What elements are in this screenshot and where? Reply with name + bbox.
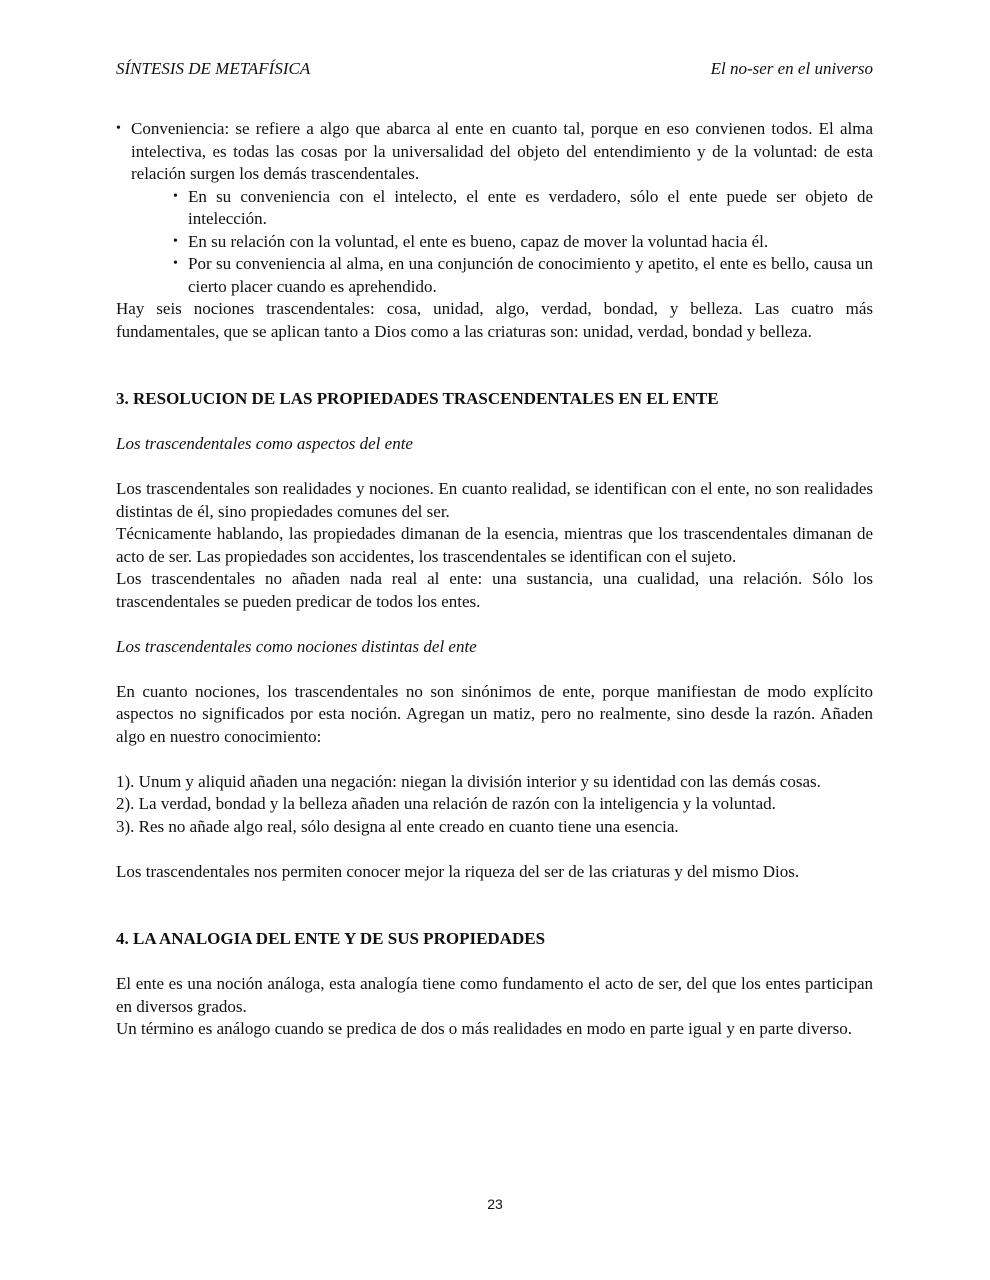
paragraph: Los trascendentales son realidades y nociones. En cuanto realidad, se identifican con el ente, no son realidades distintas de él, sino propiedades comunes del ser. bbox=[116, 479, 873, 521]
paragraph: El ente es una noción análoga, esta analogía tiene como fundamento el acto de ser, del que los entes participan en diversos grados. bbox=[116, 974, 873, 1016]
spacer bbox=[116, 951, 873, 974]
paragraph: Un término es análogo cuando se predica de dos o más realidades en modo en parte igual y en parte diverso. bbox=[116, 1019, 852, 1038]
paragraph: Los trascendentales no añaden nada real al ente: una sustancia, una cualidad, una relación. Sólo los trascendentales se pueden predicar de todos los entes. bbox=[116, 569, 873, 611]
paragraph: Técnicamente hablando, las propiedades dimanan de la esencia, mientras que los trascendentales dimanan de acto de ser. Las propiedades son accidentes, los trascendentales se identifican con el sujeto. bbox=[116, 524, 873, 566]
spacer bbox=[116, 343, 873, 366]
spacer bbox=[116, 613, 873, 636]
section-3-subheading-nociones: Los trascendentales como nociones distintas del ente bbox=[116, 636, 477, 656]
spacer bbox=[116, 366, 873, 389]
document-body bbox=[116, 118, 873, 1041]
spacer bbox=[116, 838, 873, 861]
page-number: 23 bbox=[487, 1196, 503, 1212]
header-chapter-title: El no-ser en el universo bbox=[710, 59, 873, 78]
section-3-heading: 3. RESOLUCION DE LAS PROPIEDADES TRASCENDENTALES EN EL ENTE bbox=[116, 389, 719, 408]
section-4-heading: 4. LA ANALOGIA DEL ENTE Y DE SUS PROPIEDADES bbox=[116, 929, 546, 948]
sub-bullet-alma: • Por su conveniencia al alma, en una conjunción de conocimiento y apetito, el ente es bello, causa un cierto placer cuando es aprehendido. bbox=[173, 253, 873, 298]
spacer bbox=[116, 883, 873, 906]
paragraph-nociones: Hay seis nociones trascendentales: cosa, unidad, algo, verdad, bondad, y belleza. Las cuatro más fundamentales, que se aplican tanto a Dios como a las criaturas son: unidad, verdad, bondad y belleza. bbox=[116, 299, 873, 341]
spacer bbox=[116, 748, 873, 771]
paragraph-conclusion: Los trascendentales nos permiten conocer mejor la riqueza del ser de las criaturas y del mismo Dios. bbox=[116, 861, 800, 881]
sub-bullet-intelecto: • En su conveniencia con el intelecto, el ente es verdadero, sólo el ente puede ser objeto de intelección. bbox=[173, 186, 873, 231]
spacer bbox=[116, 456, 873, 479]
header-book-title: SÍNTESIS DE METAFÍSICA bbox=[116, 59, 311, 78]
bullet-conveniencia: • Conveniencia: se refiere a algo que abarca al ente en cuanto tal, porque en eso convienen todos. El alma intelectiva, es todas las cosas por la universalidad del objeto del entendimiento y de la voluntad: de esta relación surgen los demás trascendentales. bbox=[116, 118, 873, 186]
spacer bbox=[116, 411, 873, 434]
section-3-subheading-aspectos: Los trascendentales como aspectos del ente bbox=[116, 434, 413, 453]
sub-bullet-voluntad: • En su relación con la voluntad, el ente es bueno, capaz de mover la voluntad hacia él. bbox=[173, 231, 873, 254]
spacer bbox=[116, 658, 873, 681]
paragraph: En cuanto nociones, los trascendentales no son sinónimos de ente, porque manifiestan de modo explícito aspectos no significados por esta noción. Agregan un matiz, pero no realmente, sino desde la razón. Añaden algo en nuestro conocimiento: bbox=[116, 681, 873, 746]
numbered-item: 3). Res no añade algo real, sólo designa al ente creado en cuanto tiene una esencia. bbox=[116, 816, 679, 836]
spacer bbox=[116, 906, 873, 929]
numbered-item: 1). Unum y aliquid añaden una negación: niegan la división interior y su identidad con las demás cosas. bbox=[116, 771, 821, 791]
numbered-item: 2). La verdad, bondad y la belleza añaden una relación de razón con la inteligencia y la voluntad. bbox=[116, 794, 776, 813]
